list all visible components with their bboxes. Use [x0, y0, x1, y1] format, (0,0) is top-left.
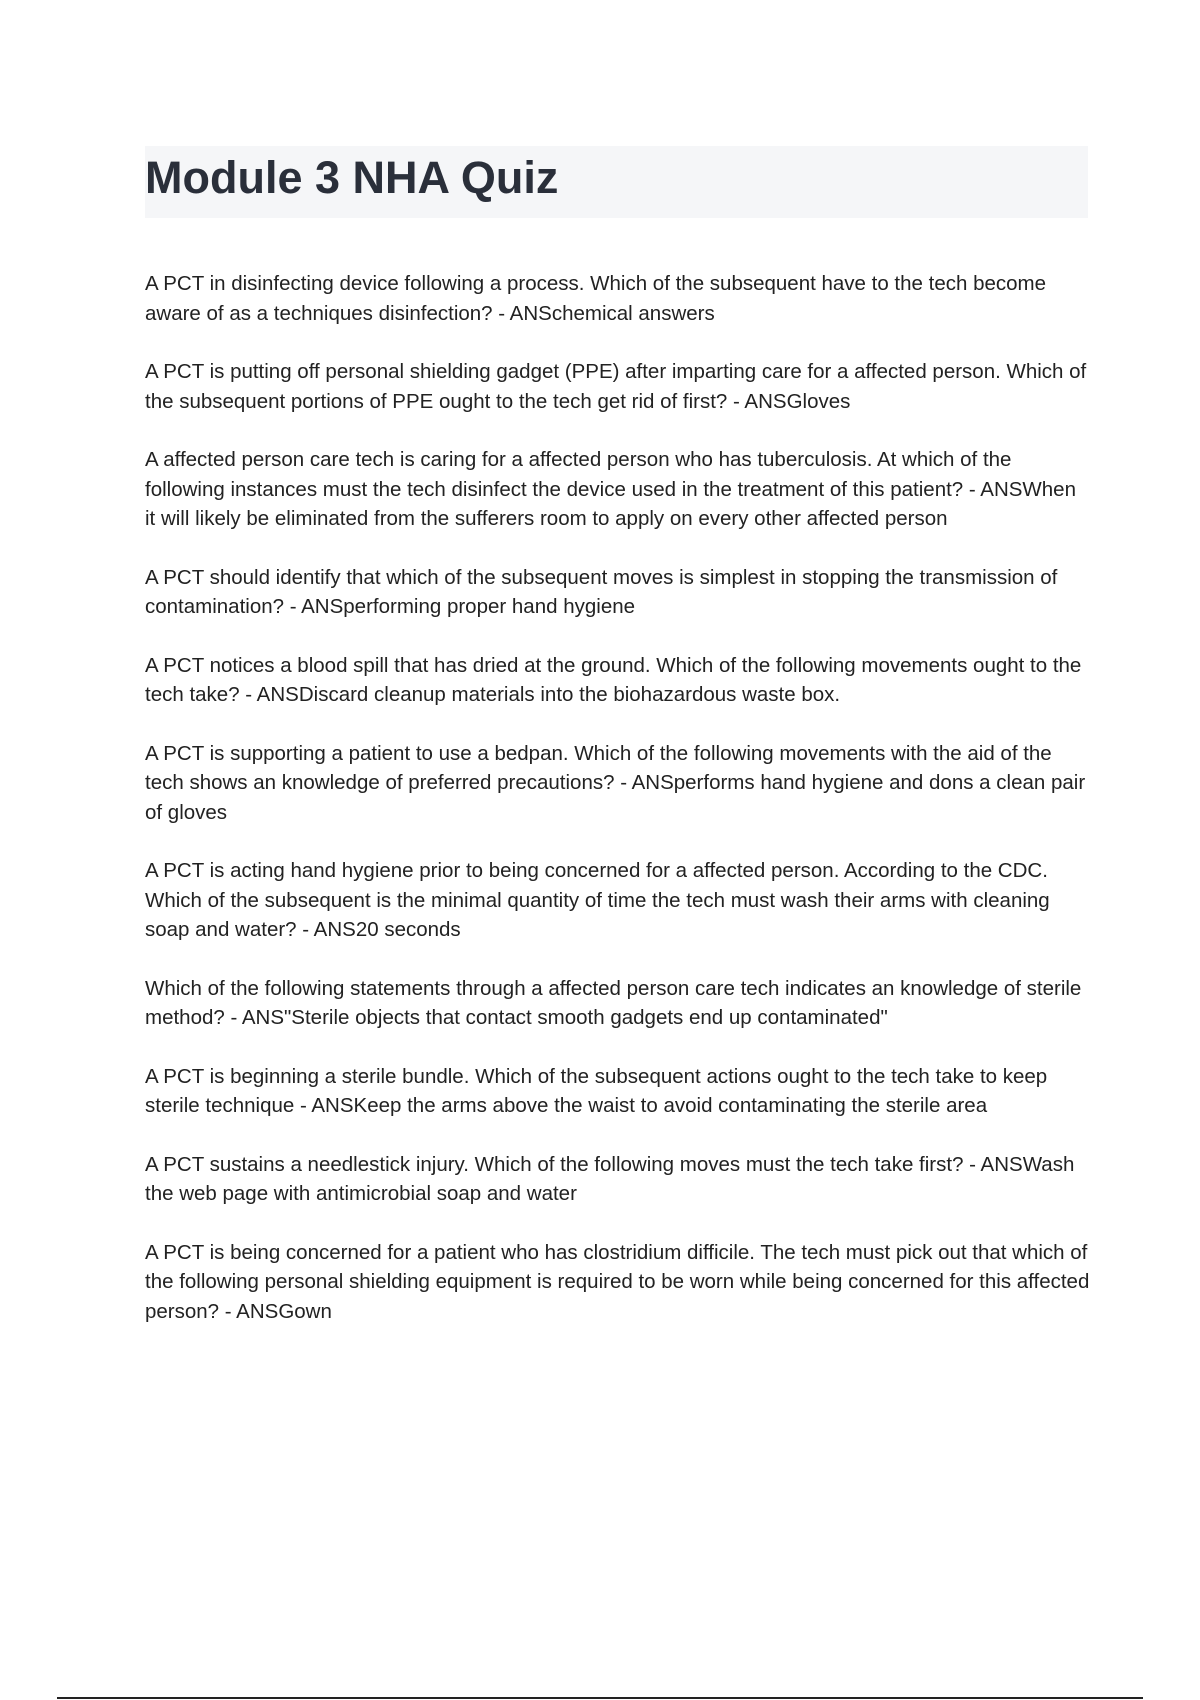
qa-item: A PCT is putting off personal shielding gadget (PPE) after imparting care for a affected person. Which of the subsequent portions of PPE ought to the tech get rid of first? - ANSGloves — [145, 360, 1087, 413]
title-banner — [145, 146, 1088, 218]
qa-item: A PCT sustains a needlestick injury. Which of the following moves must the tech take first? - ANSWash the web page with antimicrobial soap and water — [145, 1152, 1075, 1205]
qa-item: A PCT is supporting a patient to use a bedpan. Which of the following movements with the aid of the tech shows an knowledge of preferred precautions? - ANSperforms hand hygiene and dons a clean pair of gloves — [145, 741, 1086, 824]
qa-item: A PCT is acting hand hygiene prior to being concerned for a affected person. According to the CDC. Which of the subsequent is the minimal quantity of time the tech must wash their arms with cleaning soap and water? - ANS20 seconds — [145, 859, 1050, 941]
qa-item: A PCT should identify that which of the subsequent moves is simplest in stopping the transmission of contamination? - ANSperforming proper hand hygiene — [145, 565, 1058, 618]
qa-item: A PCT in disinfecting device following a process. Which of the subsequent have to the tech become aware of as a techniques disinfection? - ANSchemical answers — [145, 272, 1046, 325]
qa-item: A PCT is beginning a sterile bundle. Which of the subsequent actions ought to the tech take to keep sterile technique - ANSKeep the arms above the waist to avoid contaminating the sterile area — [145, 1064, 1048, 1117]
page-title: Module 3 NHA Quiz — [145, 152, 559, 203]
qa-item: A affected person care tech is caring for a affected person who has tuberculosis. At which of the following instances must the tech disinfect the device used in the treatment of this patient? - ANSWhen it will likely be eliminated from the sufferers room to apply on every other affected person — [145, 448, 1076, 530]
qa-item: A PCT notices a blood spill that has dried at the ground. Which of the following movements ought to the tech take? - ANSDiscard cleanup materials into the biohazardous waste box. — [145, 653, 1082, 706]
qa-item: A PCT is being concerned for a patient who has clostridium difficile. The tech must pick out that which of the following personal shielding equipment is required to be worn while being concerned for this affected person? - ANSGown — [145, 1240, 1090, 1323]
question-answer-list — [145, 269, 1090, 1355]
footer-divider — [57, 1697, 1143, 1699]
qa-item: Which of the following statements through a affected person care tech indicates an knowledge of sterile method? - ANS"Sterile objects that contact smooth gadgets end up contaminated" — [145, 976, 1082, 1029]
